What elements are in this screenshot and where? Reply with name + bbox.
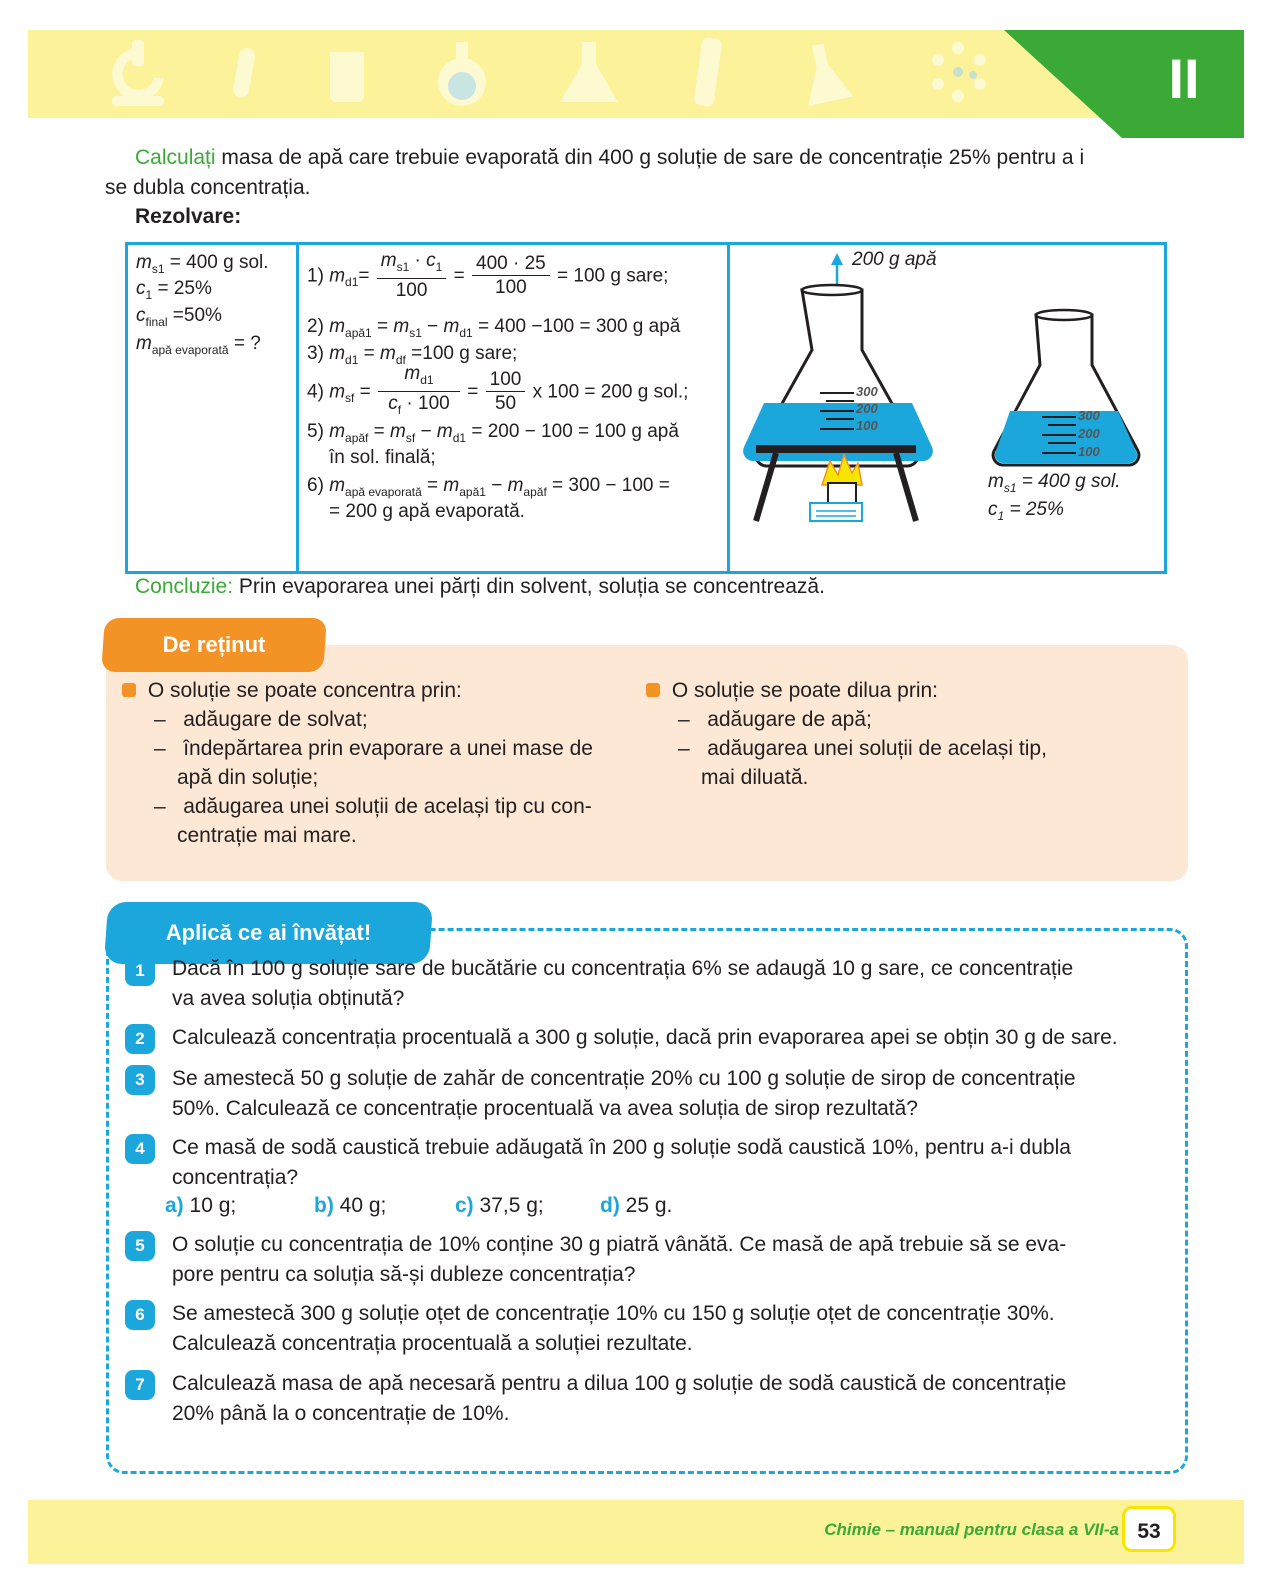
option-d-label: d) [600, 1194, 620, 1217]
option-b-value: 40 g; [339, 1194, 387, 1217]
question-number-badge: 5 [125, 1231, 155, 1261]
concentrate-item: – adăugare de solvat; [154, 708, 368, 731]
question-2: Calculează concentrația procentuală a 300 g soluție, dacă prin evaporarea apei se obțin 30 g de sare. [172, 1026, 1118, 1049]
right-flask-mass-label: $m_{s1} = 400$ g sol. [988, 471, 1121, 495]
concentrate-item: – îndepărtarea prin evaporare a unei mase de [154, 737, 593, 760]
rezolvare-label: Rezolvare: [135, 205, 242, 228]
concentrate-heading: O soluție se poate concentra prin: [122, 676, 462, 705]
evaporation-figure [730, 245, 1164, 571]
option-d [600, 1191, 672, 1221]
problem-statement [135, 143, 1195, 173]
dilute-heading: O soluție se poate dilua prin: [646, 676, 938, 705]
concentrate-item: – adăugarea unei soluții de același tip cu con- [154, 795, 592, 818]
given-mapa: $m_{apă evaporată}$ = ? [136, 333, 261, 357]
option-c [455, 1191, 544, 1221]
question-1: Dacă în 100 g soluție sare de bucătărie cu concentrația 6% se adaugă 10 g sare, ce concentrație va avea soluția obținută? [172, 957, 1074, 1010]
problem-text-line2: se dubla concentrația. [105, 176, 311, 199]
microscope-icon [112, 40, 164, 106]
conclusion-text: Prin evaporarea unei părți din solvent, soluția se concentrează. [233, 575, 825, 598]
question-number-badge: 4 [125, 1134, 155, 1164]
question-7: Calculează masa de apă necesară pentru a dilua 100 g soluție de sodă caustică de concentrație 20% până la o concentrație de 10%. [172, 1372, 1067, 1425]
left-mark-200: 200 [856, 401, 878, 416]
bullet-icon [122, 683, 136, 697]
step-5: 5) $m_{apăf} = m_{sf} - m_{d1} = 200 - 100 = 100$ g apă [307, 421, 679, 445]
question-number-badge: 1 [125, 956, 155, 986]
dilute-item-cont: mai diluată. [701, 766, 809, 789]
test-tube-icon [232, 47, 256, 99]
option-b-label: b) [314, 1194, 334, 1217]
given-c1: $c_1 = 25\%$ [136, 278, 212, 302]
question-number-badge: 6 [125, 1300, 155, 1330]
concentrate-item-cont: apă din soluție; [177, 766, 319, 789]
solution-steps-column [299, 245, 730, 571]
given-ms1: $m_{s1} = 400$ g sol. [136, 252, 269, 276]
option-b [314, 1191, 386, 1221]
question-4: Ce masă de sodă caustică trebuie adăugată în 200 g soluție sodă caustică 10%, pentru a-i dubla concentrația? [172, 1136, 1071, 1189]
right-mark-100: 100 [1078, 444, 1100, 459]
question-6: Se amestecă 300 g soluție oțet de concentrație 10% cu 150 g soluție oțet de concentrație 30%. Calculează concentrația procentuală a soluției rezultate. [172, 1302, 1055, 1355]
given-data-column [128, 245, 299, 571]
tripod [756, 445, 916, 453]
page-number: 53 [1122, 1506, 1176, 1552]
step-1: 1) $m_{d1}=$ $\frac{m_{s1} \cdot c_1}{100}$ = $\frac{400 \cdot 25}{100}$ = 100 g sare; [307, 250, 669, 301]
steam-label: 200 g apă [852, 249, 937, 270]
conical-flask-icon [796, 40, 853, 106]
chapter-number: II [1168, 47, 1200, 110]
conclusion-lead: Concluzie: [135, 575, 234, 598]
left-mark-100: 100 [856, 418, 878, 433]
exercises-title: Aplică ce ai învățat! [165, 920, 372, 945]
step-5-cont: în sol. finală; [329, 447, 436, 468]
left-mark-300: 300 [856, 384, 878, 399]
option-c-value: 37,5 g; [479, 1194, 544, 1217]
conclusion [135, 572, 825, 602]
step-4: 4) $m_{sf}$ = $\frac{m_{d1}}{c_f \cdot 100}$ = $\frac{100}{50}$ x 100 = 200 g sol.; [307, 363, 689, 417]
step-3: 3) $m_{d1} = m_{df} =100$ g sare; [307, 343, 518, 367]
step-6: 6) $m_{apă evaporată} = m_{apă1} - m_{apăf} = 300 - 100$ = [307, 475, 670, 499]
right-flask-solution [995, 411, 1137, 463]
question-5: O soluție cu concentrația de 10% conține 30 g piatră vânătă. Ce masă de apă trebuie să se eva- pore pentru ca soluția să-și dubleze concentrația? [172, 1233, 1067, 1286]
page-header [28, 30, 1244, 118]
problem-text-line1: masa de apă care trebuie evaporată din 400 g soluție de sare de concentrație 25% pentru a i [215, 146, 1085, 169]
right-mark-200: 200 [1078, 426, 1100, 441]
thermometer-icon [693, 37, 722, 107]
right-flask-conc-label: $c_1 = 25\%$ [988, 499, 1064, 523]
given-cfinal: $c_{final} =50\%$ [136, 305, 222, 329]
step-2: 2) $m_{apă1} = m_{s1} - m_{d1} = 400 -100 = 300$ g apă [307, 316, 681, 340]
lab-equipment-decoration [28, 30, 1008, 118]
dilute-item: – adăugare de apă; [678, 708, 872, 731]
beaker-icon [330, 52, 364, 102]
remember-title: De reținut [162, 632, 266, 657]
concentrate-item-cont: centrație mai mare. [177, 824, 357, 847]
dilute-item: – adăugarea unei soluții de același tip, [678, 737, 1047, 760]
worked-example-table [125, 242, 1167, 574]
option-d-value: 25 g. [625, 1194, 673, 1217]
step-6-cont: = 200 g apă evaporată. [329, 501, 525, 522]
question-number-badge: 3 [125, 1065, 155, 1095]
erlenmeyer-flask-icon [560, 42, 618, 102]
question-number-badge: 7 [125, 1370, 155, 1400]
option-c-label: c) [455, 1194, 474, 1217]
option-a-label: a) [165, 1194, 184, 1217]
option-a-value: 10 g; [189, 1194, 237, 1217]
right-mark-300: 300 [1078, 408, 1100, 423]
problem-lead: Calculați [135, 146, 216, 169]
question-4-options [165, 1191, 236, 1221]
bullet-icon [646, 683, 660, 697]
question-number-badge: 2 [125, 1024, 155, 1054]
question-3: Se amestecă 50 g soluție de zahăr de concentrație 20% cu 100 g soluție de sirop de concentrație 50%. Calculează ce concentrație procentuală va avea soluția de sirop rezultată? [172, 1067, 1076, 1120]
book-title: Chimie – manual pentru clasa a VII-a [824, 1520, 1119, 1539]
burner [828, 483, 856, 505]
page-footer [28, 1500, 1244, 1564]
